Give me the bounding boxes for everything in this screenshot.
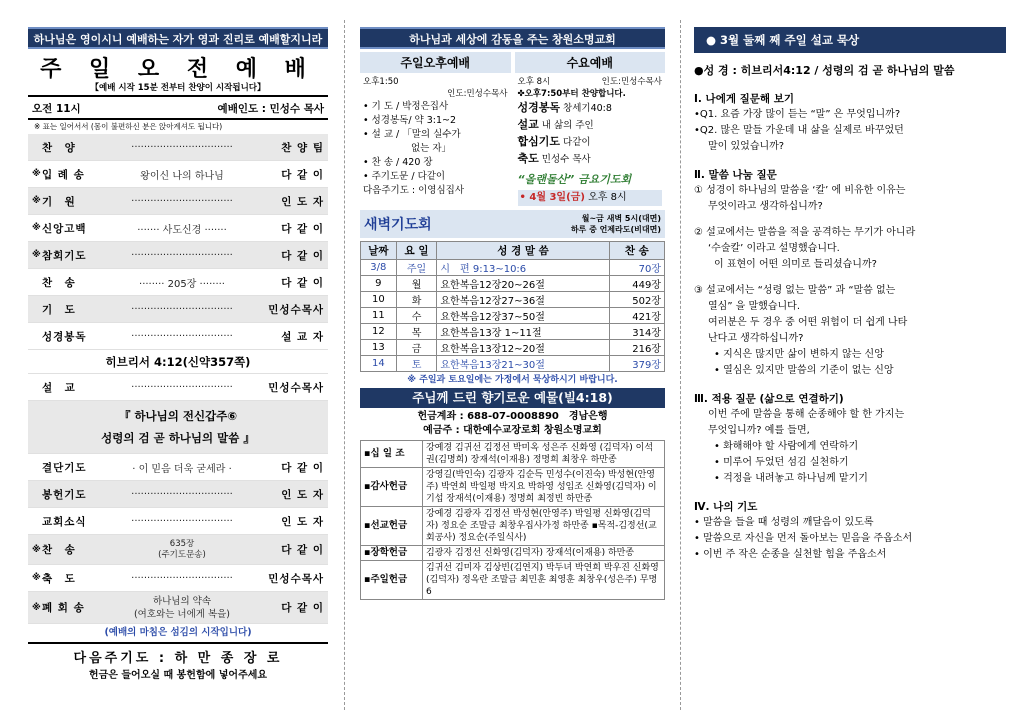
wednesday-leader: 인도:민성수목사 bbox=[601, 77, 662, 87]
service-leader: 예배인도 : 민성수 목사 bbox=[217, 103, 324, 115]
order-list-2 bbox=[28, 454, 328, 535]
schedule-row: 13 금 요한복음13장12~20절 216장 bbox=[361, 340, 665, 356]
section-4-title: Ⅳ. 나의 기도 bbox=[694, 501, 758, 513]
wednesday-service bbox=[515, 52, 666, 208]
scripture-reference: 히브리서 4:12(신약357쪽) bbox=[28, 350, 328, 374]
offering-row: ▪주일헌금 김귀선 김미자 김상빈(김연지) 박두녀 박연희 박우진 신화영(김덕자) 정옥란 조말금 최민훈 최영훈 최창우(성은주) 무명6 bbox=[361, 561, 665, 600]
discussion-question-2: ② 설교에서는 말씀을 적을 공격하는 무기가 아니라 bbox=[694, 227, 916, 238]
schedule-row: 14 토 요한복음13장21~30절 379장 bbox=[361, 356, 665, 372]
section-3-title: Ⅲ. 적용 질문 (삶으로 연결하기) bbox=[694, 393, 844, 405]
wednesday-praise-note: ✤오후7:50부터 찬양합니다. bbox=[517, 89, 626, 99]
meditation-reference: ●성 경 : 히브리서4:12 / 성령의 검 곧 하나님의 말씀 bbox=[694, 64, 955, 77]
order-row: ※ 기 원 ································ 인 도 자 bbox=[28, 188, 328, 215]
meditation-column: ● 3월 둘째 째 주일 설교 묵상 ●성 경 : 히브리서4:12 / 성령의 검 곧 하나님의 말씀 Ⅰ. 나에게 질문해 보기 •Q1. 요즘 가장 많이 듣는 “말” 은 무엇입니까? •Q2. 많은 말들 가운데 내 삶을 실제로 바꾸었던 말이 있었습니까? Ⅱ. 말씀 나눔 질문 ① 성경이 하나님의 말씀을 ‘칼’ 에 비유한 이유는 무엇이라고 생각하십니까? ② 설교에서는 말씀을 적을 공격하는 무기가 아니라 ‘수술칼’ 이라고 설명했습니다. 이 표현이 어떤 의미로 들리셨습니까? ③ 설교에서는 “성령 없는 말씀” 과 “말씀 없는 열심” 을 말했습니다. 여러분은 두 경우 중 어떤 위험이 더 쉽게 나타 난다고 생각하십니까? • 지식은 많지만 삶이 변하지 않는 신앙 • 열심은 있지만 말씀의 기준이 없는 신앙 Ⅲ. 적용 질문 (삶으로 연결하기) 이번 주에 말씀을 통해 순종해야 할 한 가지는 무엇입니까? 예를 들면, • 화해해야 할 사람에게 연락하기 • 미루어 두었던 섬김 실천하기 • 걱정을 내려놓고 하나님께 맡기기 Ⅳ. 나의 기도 • 말씀을 들을 때 성령의 깨달음이 있도록 • 말씀으로 자신을 먼저 돌아보는 믿음을 주옵소서 • 이번 주 작은 순종을 실천할 힘을 주옵소서 bbox=[694, 0, 1006, 724]
afternoon-item: • 성경봉독/ 약 3:1~2 bbox=[363, 115, 457, 126]
schedule-row: 11 수 요한복음12장37~50절 421장 bbox=[361, 308, 665, 324]
section-2-title: Ⅱ. 말씀 나눔 질문 bbox=[694, 169, 777, 181]
schedule-row: 3/8 주일 시 편 9:13~10:6 70장 bbox=[361, 260, 665, 276]
order-row: 봉헌기도 ································ 인 도 자 bbox=[28, 481, 328, 508]
afternoon-time: 오후1:50 bbox=[363, 77, 399, 87]
afternoon-item: • 찬 송 / 420 장 bbox=[363, 157, 433, 168]
service-time-row bbox=[28, 98, 328, 120]
dawn-prayer-header: 새벽기도회 월~금 새벽 5시(대면) 하루 중 언제라도(비대면) bbox=[360, 210, 665, 238]
afternoon-item: • 설 교 / 「말의 실수가 bbox=[363, 129, 461, 140]
schedule-row: 9 월 요한복음12장20~26절 449장 bbox=[361, 276, 665, 292]
order-row: ※ 신앙고백 ······· 사도신경 ······· 다 같 이 bbox=[28, 215, 328, 242]
wednesday-item: 설교 내 삶의 주인 bbox=[517, 118, 594, 131]
order-row: 교회소식 ································ 인 도 자 bbox=[28, 508, 328, 535]
church-banner: 하나님과 세상에 감동을 주는 창원소명교회 bbox=[360, 27, 665, 49]
praise-notice: 【예배 시작 15분 전부터 찬양이 시작됩니다】 bbox=[90, 83, 266, 93]
wednesday-item: 성경봉독 창세기40:8 bbox=[517, 101, 612, 114]
offering-account: 헌금계좌 : 688-07-0008890 경남은행 예금주 : 대한예수교장로회 창원소명교회 bbox=[417, 411, 608, 436]
sermon-title bbox=[28, 401, 328, 454]
service-time: 오전 11시 bbox=[32, 103, 81, 115]
dawn-prayer-title: 새벽기도회 bbox=[364, 217, 432, 233]
wednesday-item: 합심기도 다같이 bbox=[517, 135, 591, 148]
top-banner: 하나님은 영이시니 예배하는 자가 영과 진리로 예배할지니라 bbox=[28, 27, 328, 49]
afternoon-next-prayer: 다음주기도 : 이영심집사 bbox=[363, 185, 465, 196]
weekly-schedule-column bbox=[360, 0, 665, 724]
offering-row: ▪선교헌금 강예경 김광자 김정선 박성현(안영주) 박일평 신화영(김덕자) 정요순 조말금 최창우집사가정 하만종 ▪목적-김정선(교회공사) 정요순(주일식사) bbox=[361, 507, 665, 546]
order-row: 성경봉독 ································ 설 교 자 bbox=[28, 323, 328, 350]
prayer-item-2: • 말씀으로 자신을 먼저 돌아보는 믿음을 주옵소서 bbox=[694, 533, 913, 544]
discussion-question-3: ③ 설교에서는 “성령 없는 말씀” 과 “말씀 없는 bbox=[694, 285, 896, 296]
meditation-header: ● 3월 둘째 째 주일 설교 묵상 bbox=[694, 27, 1006, 53]
ending-note: (예배의 마침은 섬김의 시작입니다) bbox=[104, 627, 252, 638]
afternoon-item: • 주기도문 / 다같이 bbox=[363, 171, 446, 182]
order-row: 결단기도 · 이 믿음 더욱 굳세라 · 다 같 이 bbox=[28, 454, 328, 481]
offering-row: ▪십 일 조 강예경 김귀선 김정선 박미옥 성은주 신화영 (김덕자) 이석권(김명희) 장재석(이재용) 정명희 최창우 하만종 bbox=[361, 441, 665, 468]
next-week-prayer: 다음주기도 : 하 만 종 장 로 bbox=[28, 642, 328, 666]
wednesday-service-title: 수요예배 bbox=[515, 52, 666, 74]
service-title: 주 일 오 전 예 배 bbox=[40, 56, 316, 82]
sermon-title-line1: 『 하나님의 전신갑주⑥ bbox=[118, 409, 238, 423]
schedule-header: 찬 송 bbox=[609, 242, 664, 260]
afternoon-item: • 기 도 / 박정은집사 bbox=[363, 101, 449, 112]
schedule-header: 날짜 bbox=[361, 242, 397, 260]
application-question: 이번 주에 말씀을 통해 순종해야 할 한 가지는 bbox=[708, 409, 905, 420]
sunday-morning-column bbox=[28, 0, 328, 724]
order-row-closing: ※ 폐 회 송 하나님의 약속 (여호와는 너에게 복을) 다 같 이 bbox=[28, 592, 328, 624]
order-row: ※ 입 례 송 왕이신 나의 하나님 다 같 이 bbox=[28, 161, 328, 188]
order-row: ※ 참회기도 ································ 다 같 이 bbox=[28, 242, 328, 269]
afternoon-service-title: 주일오후예배 bbox=[360, 52, 511, 74]
afternoon-leader: 인도:민성수목사 bbox=[447, 89, 508, 99]
friday-prayer-title: “올랜돌산” 금요기도회 bbox=[517, 173, 632, 186]
order-row: 기 도 ································ 민성수목사 bbox=[28, 296, 328, 323]
offering-note: 헌금은 들어오실 때 봉헌함에 넣어주세요 bbox=[88, 670, 268, 681]
self-question-1: •Q1. 요즘 가장 많이 듣는 “말” 은 무엇입니까? bbox=[694, 109, 901, 120]
offering-title: 주님께 드린 향기로운 예물(빌4:18) bbox=[360, 388, 665, 408]
schedule-header: 성 경 말 씀 bbox=[437, 242, 609, 260]
prayer-item-1: • 말씀을 들을 때 성령의 깨달음이 있도록 bbox=[694, 517, 874, 528]
section-1-title: Ⅰ. 나에게 질문해 보기 bbox=[694, 93, 795, 105]
discussion-question-1: ① 성경이 하나님의 말씀을 ‘칼’ 에 비유한 이유는 bbox=[694, 185, 906, 196]
self-question-2: •Q2. 많은 말들 가운데 내 삶을 실제로 바꾸었던 bbox=[694, 125, 904, 136]
schedule-note: ※ 주일과 토요일에는 가정에서 묵상하시기 바랍니다. bbox=[407, 375, 618, 385]
dawn-prayer-schedule bbox=[360, 241, 665, 372]
prayer-item-3: • 이번 주 작은 순종을 실천할 힘을 주옵소서 bbox=[694, 549, 887, 560]
order-row: 찬 양 ································ 찬 양 팀 bbox=[28, 134, 328, 161]
offering-table bbox=[360, 440, 665, 600]
offering-row: ▪장학헌금 김광자 김정선 신화영(김덕자) 장재석(이재용) 하만종 bbox=[361, 546, 665, 561]
sermon-title-line2: 성령의 검 곧 하나님의 말씀 』 bbox=[101, 431, 255, 445]
offering-row: ▪감사헌금 강영길(박인숙) 김광자 김순득 민성수(이진숙) 박성현(안영주) 박연희 박일평 박지요 박하영 성임조 신화영(김덕자) 이기섭 장재석(이재용) 정명희 최정빈 하만종 bbox=[361, 468, 665, 507]
afternoon-service bbox=[360, 52, 511, 208]
schedule-header: 요 일 bbox=[396, 242, 437, 260]
order-row-benediction: ※ 축 도 ································ 민성수목사 bbox=[28, 565, 328, 592]
wednesday-time: 오후 8시 bbox=[517, 77, 551, 87]
order-row-sermon: 설 교 ································ 민성수목사 bbox=[28, 374, 328, 401]
order-row: 찬 송 ········ 205장 ········ 다 같 이 bbox=[28, 269, 328, 296]
order-row-hymn2: ※ 찬 송 635장 (주기도문송) 다 같 이 bbox=[28, 535, 328, 565]
order-list bbox=[28, 134, 328, 350]
schedule-row: 10 화 요한복음12장27~36절 502장 bbox=[361, 292, 665, 308]
wednesday-item: 축도 민성수 목사 bbox=[517, 152, 591, 165]
friday-prayer-date: • 4월 3일(금) 오후 8시 bbox=[518, 190, 663, 206]
afternoon-item: 없는 자」 bbox=[411, 143, 452, 154]
schedule-row: 12 목 요한복음13장 1~11절 314장 bbox=[361, 324, 665, 340]
standing-note: ※ 표는 일어서서 (몸이 불편하신 분은 앉아계셔도 됩니다) bbox=[34, 122, 223, 131]
